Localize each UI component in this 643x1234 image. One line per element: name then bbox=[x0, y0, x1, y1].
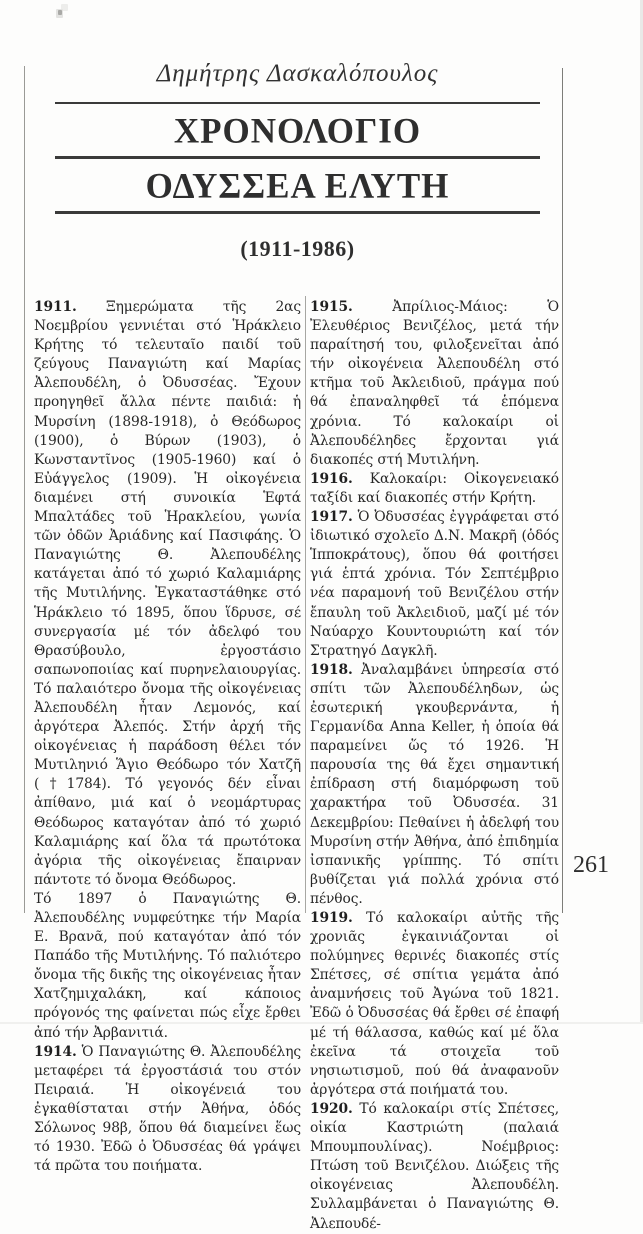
chronology-entry-1918 bbox=[310, 661, 559, 909]
entry-year: 1911. bbox=[34, 299, 77, 315]
entry-year: 1919. bbox=[310, 910, 353, 926]
chronology-entry-1911 bbox=[34, 298, 301, 890]
entry-year: 1917. bbox=[310, 509, 353, 526]
left-text-column bbox=[34, 298, 301, 1176]
entry-text: Καλοκαίρι: Οἰκογενειακό ταξίδι καί διακοπές στήν Κρήτη. bbox=[310, 470, 559, 506]
entry-text: Τό καλοκαίρι αὐτῆς τῆς χρονιᾶς ἐγκαινιάζονται οἱ πολύμηνες θερινές διακοπές στίς Σπέτσες, σέ σπίτια γεμάτα ἀπό ἀναμνήσεις τοῦ Ἀγώνα τοῦ 1821. Ἐδῶ ὁ Ὀδυσσέας θά ἔρθει σέ ἐπαφή μέ τή θάλασσα, καθώς καί μέ ὅλα ἐκεῖνα τά στοιχεῖα τοῦ νησιωτισμοῦ, πού θά ἀναφανοῦν ἀργότερα στά ποιήματά του. bbox=[310, 910, 559, 1098]
chronology-entry-1920 bbox=[310, 1100, 559, 1234]
entry-text: Ἀπρίλιος-Μάιος: Ὁ Ἐλευθέριος Βενιζέλος, μετά τήν παραίτησή του, φιλοξενεῖται ἀπό τήν οἰκογένεια Ἀλεπουδέλη στό κτῆμα τοῦ Ἀκλειδιοῦ, πράγμα πού θά ἐπαναληφθεῖ τά ἑπόμενα χρόνια. Τό καλοκαίρι οἱ Ἀλεπουδέληδες ἔρχονται γιά διακοπές στή Μυτιλήνη. bbox=[310, 299, 559, 468]
scan-smudge-artifact bbox=[56, 4, 68, 19]
page-frame-line-right bbox=[562, 68, 563, 913]
entry-text: Ὁ Παναγιώτης Θ. Ἀλεπουδέλης μεταφέρει τά ἐργοστάσιά του στόν Πειραιά. Ἡ οἰκογένειά του ἐγκαθίσταται στήν Ἀθήνα, ὁδός Σόλωνος 98β, ὅπου θά διαμείνει ἕως τό 1930. Ἐδῶ ὁ Ὀδυσσέας θά γράψει τά πρῶτα του ποιήματα. bbox=[34, 1043, 301, 1175]
date-range-subtitle: (1911-1986) bbox=[240, 236, 355, 261]
chronology-entry-1915 bbox=[310, 298, 559, 470]
entry-year: 1914. bbox=[34, 1043, 77, 1060]
chronology-entry-1919 bbox=[310, 909, 559, 1100]
page-title-line1: ΧΡΟΝΟΛΟΓΙΟ bbox=[173, 110, 422, 151]
author-name: Δημήτρης Δασκαλόπουλος bbox=[156, 60, 439, 87]
chapter-header bbox=[55, 60, 540, 262]
page-frame-line-left bbox=[24, 66, 25, 913]
page-title-line2: ΟΔΥΣΣΕΑ ΕΛΥΤΗ bbox=[145, 165, 450, 206]
right-text-column bbox=[310, 298, 559, 1234]
entry-year: 1918. bbox=[310, 661, 353, 678]
chronology-entry-1897 bbox=[34, 890, 301, 1043]
chronology-entry-1914 bbox=[34, 1043, 301, 1177]
entry-text: Τό καλοκαίρι στίς Σπέτσες, οἰκία Καστριώτη (παλαιά Μπουμπουλίνας). Νοέμβριος: Πτώση τοῦ Βενιζέλου. Διώξεις τῆς οἰκογένειας Ἀλεπουδέλη. Συλλαμβάνεται ὁ Παναγιώτης Θ. Ἀλεπουδέ- bbox=[310, 1100, 559, 1232]
entry-text: Ξημερώματα τῆς 2ας Νοεμβρίου γεννιέται στό Ἡράκλειο Κρήτης τό τελευταῖο παιδί τοῦ ζεύγους Παναγιώτη καί Μαρίας Ἀλεπουδέλη, ὁ Ὀδυσσέας. Ἔχουν προηγηθεῖ ἄλλα πέντε παιδιά: ἡ Μυρσίνη (1898-1918), ὁ Θεόδωρος (1900), ὁ Βύρων (1903), ὁ Κωνσταντῖνος (1905-1960) καί ὁ Εὐάγγελος (1909). Ἡ οἰκογένεια διαμένει στή συνοικία Ἑφτά Μπαλτάδες τοῦ Ἡρακλείου, γωνία τῶν ὁδῶν Ἀριάδνης καί Πασιφάης. Ὁ Παναγιώτης Θ. Ἀλεπουδέλης κατάγεται ἀπό τό χωριό Καλαμιάρης τῆς Μυτιλήνης. Ἐγκαταστάθηκε στό Ἡράκλειο τό 1895, ὅπου ἵδρυσε, σέ συνεργασία μέ τόν ἀδελφό του Θρασύβουλο, ἐργοστάσιο σαπωνοποιίας καί πυρηνελαιουργίας. Τό παλαιότερο ὄνομα τῆς οἰκογένειας Ἀλεπουδέλη ἦταν Λεμονός, καί ἀργότερα Ἀλεπός. Στήν ἀρχή τῆς οἰκογένειας ἡ παράδοση θέλει τόν Μυτιληνιό Ἅγιο Θεόδωρο τόν Χατζῆ (†1784). Τό γεγονός δέν εἶναι ἀπίθανο, μιά καί ὁ νεομάρτυρας Θεόδωρος καταγόταν ἀπό τό χωριό Καλαμιάρης καί ὅλα τά πρωτότοκα ἀγόρια τῆς οἰκογένειας ἔπαιρναν πάντοτε τό ὄνομα Θεόδωρος. bbox=[34, 299, 301, 888]
entry-year: 1916. bbox=[310, 470, 353, 487]
chronology-entry-1916 bbox=[310, 470, 559, 508]
entry-text: Τό 1897 ὁ Παναγιώτης Θ. Ἀλεπουδέλης νυμφεύτηκε τήν Μαρία Ε. Βρανᾶ, πού καταγόταν ἀπό τόν Παπάδο τῆς Μυτιλήνης. Τό παλιότερο ὄνομα τῆς δικῆς της οἰκογένειας ἦταν Χατζημιχαλάκη, καί κάποιος πρόγονός της φαίνεται πώς εἶχε ἔρθει ἀπό τήν Ἀρβανιτιά. bbox=[34, 890, 301, 1041]
chronology-entry-1917 bbox=[310, 508, 559, 661]
column-divider-line bbox=[305, 296, 306, 913]
entry-year: 1915. bbox=[310, 299, 353, 315]
entry-text: Ὁ Ὀδυσσέας ἐγγράφεται στό ἰδιωτικό σχολεῖο Δ.Ν. Μακρῆ (ὁδός Ἱπποκράτους), ὅπου θά φοιτήσει γιά ἑπτά χρόνια. Τόν Σεπτέμβριο νέα παραμονή τοῦ Βενιζέλου στήν ἔπαυλη τοῦ Ἀκλειδιοῦ, μαζί μέ τόν Ναύαρχο Κουντουριώτη καί τόν Στρατηγό Δαγκλῆ. bbox=[310, 509, 559, 659]
page-number: 261 bbox=[573, 852, 609, 878]
entry-year: 1920. bbox=[310, 1100, 353, 1117]
entry-text: Ἀναλαμβάνει ὑπηρεσία στό σπίτι τῶν Ἀλεπουδέληδων, ὡς ἐσωτερική γκουβερνάντα, ἡ Γερμανίδα Anna Keller, ἡ ὁποία θά παραμείνει ὥς τό 1926. Ἡ παρουσία της θά ἔχει σημαντική ἐπίδραση στή διαμόρφωση τοῦ χαρακτήρα τοῦ Ὀδυσσέα. 31 Δεκεμβρίου: Πεθαίνει ἡ ἀδελφή του Μυρσίνη στήν Ἀθήνα, ἀπό ἐπιδημία ἰσπανικῆς γρίππης. Τό σπίτι βυθίζεται γιά πολλά χρόνια στό πένθος. bbox=[310, 661, 559, 907]
